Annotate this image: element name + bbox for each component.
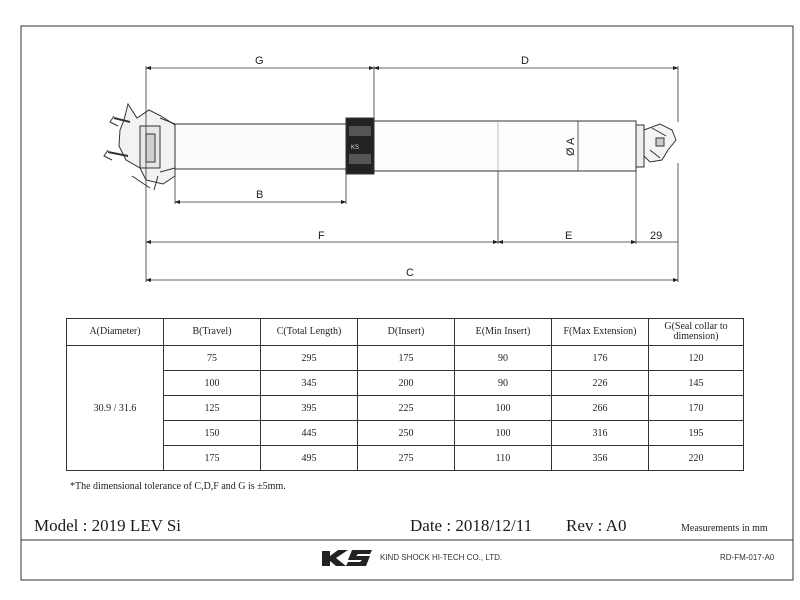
actuator-end [636, 124, 676, 167]
table-cell: 266 [552, 396, 649, 421]
table-cell: 100 [455, 396, 552, 421]
dim-label-diameter: Ø A [565, 137, 577, 156]
table-cell: 356 [552, 446, 649, 471]
header-total-length: C(Total Length) [261, 319, 358, 346]
revision-label: Rev : A0 [566, 516, 627, 535]
table-cell: 345 [261, 371, 358, 396]
table-row [67, 346, 744, 371]
table-cell: 175 [358, 346, 455, 371]
header-max-extension: F(Max Extension) [552, 319, 649, 346]
table-cell: 445 [261, 421, 358, 446]
table-row [67, 446, 744, 471]
table-cell: 225 [358, 396, 455, 421]
table-cell: 90 [455, 346, 552, 371]
table-cell: 176 [552, 346, 649, 371]
table-cell: 150 [164, 421, 261, 446]
table-cell: 110 [455, 446, 552, 471]
dim-label-e: E [565, 230, 573, 242]
table-cell: 250 [358, 421, 455, 446]
seatpost-drawing [104, 104, 676, 190]
table-cell: 145 [649, 371, 744, 396]
table-cell: 220 [649, 446, 744, 471]
table-cell: 100 [164, 371, 261, 396]
table-row [67, 396, 744, 421]
table-cell: 125 [164, 396, 261, 421]
table-cell: 316 [552, 421, 649, 446]
model-title: Model : 2019 LEV Si [34, 516, 182, 535]
table-cell: 295 [261, 346, 358, 371]
diameter-cell: 30.9 / 31.6 [67, 346, 164, 471]
table-cell: 75 [164, 346, 261, 371]
spec-table [66, 318, 744, 471]
document-number: RD-FM-017-A0 [720, 553, 775, 562]
table-cell: 100 [455, 421, 552, 446]
tolerance-note: *The dimensional tolerance of C,D,F and G is ±5mm. [70, 481, 286, 492]
table-header-row [67, 319, 744, 346]
upper-stanchion [175, 124, 346, 169]
dim-label-b: B [256, 189, 264, 201]
dim-label-f: F [318, 230, 325, 242]
table-cell: 395 [261, 396, 358, 421]
svg-text:KS: KS [351, 145, 360, 151]
header-min-insert: E(Min Insert) [455, 319, 552, 346]
table-row [67, 371, 744, 396]
dim-label-c: C [406, 267, 414, 279]
lower-tube [374, 121, 636, 171]
company-name: KIND SHOCK HI-TECH CO., LTD. [380, 553, 503, 562]
table-row [67, 421, 744, 446]
dim-label-d: D [521, 55, 529, 67]
table-cell: 175 [164, 446, 261, 471]
saddle-clamp-head [104, 104, 175, 190]
header-diameter: A(Diameter) [67, 319, 164, 346]
table-cell: 90 [455, 371, 552, 396]
table-cell: 226 [552, 371, 649, 396]
seal-collar [346, 118, 374, 174]
table-cell: 120 [649, 346, 744, 371]
table-cell: 170 [649, 396, 744, 421]
table-cell: 200 [358, 371, 455, 396]
header-seal-collar: G(Seal collar to dimension) [649, 319, 744, 346]
dim-label-seal: 29 [650, 230, 663, 242]
table-cell: 495 [261, 446, 358, 471]
sheet-border [21, 26, 793, 580]
date-label: Date : 2018/12/11 [410, 516, 533, 535]
header-travel: B(Travel) [164, 319, 261, 346]
header-insert: D(Insert) [358, 319, 455, 346]
table-cell: 275 [358, 446, 455, 471]
units-label: Measurements in mm [681, 523, 768, 534]
dimension-lines [146, 66, 678, 282]
ks-logo [322, 550, 372, 566]
dim-label-g: G [255, 55, 264, 67]
table-cell: 195 [649, 421, 744, 446]
